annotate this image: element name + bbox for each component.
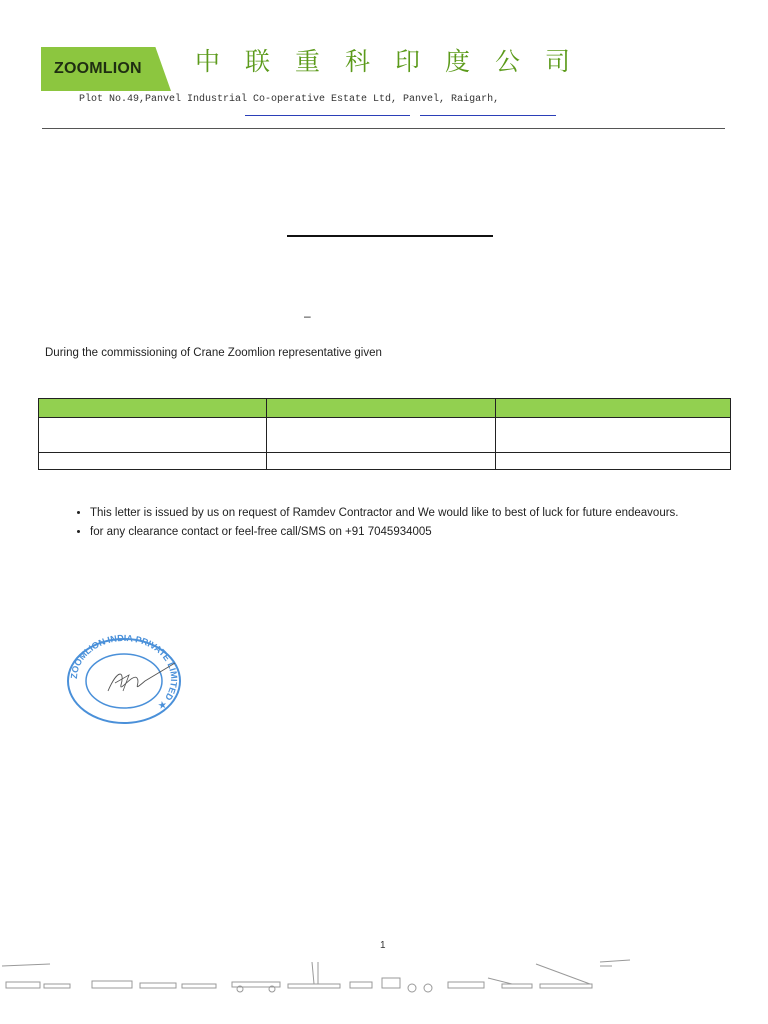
list-item: • for any clearance contact or feel-free call/SMS on +91 7045934005 (90, 524, 740, 541)
machinery-footer-graphic (0, 958, 640, 994)
table-cell (267, 453, 495, 470)
list-item: • This letter is issued by us on request of Ramdev Contractor and We would like to best of luck for future endeavours. (90, 505, 740, 522)
notes-list (60, 505, 740, 543)
table-cell (267, 418, 495, 453)
company-address: Plot No.49,Panvel Industrial Co-operative Estate Ltd, Panvel, Raigarh, (79, 94, 500, 105)
website-link-underline[interactable] (420, 115, 556, 116)
table-cell (495, 453, 730, 470)
header-divider (42, 128, 725, 129)
table-header-cell (39, 399, 267, 418)
company-chinese-title: 中联重科印度公司 (195, 47, 596, 76)
table-cell (495, 418, 730, 453)
table-cell (39, 418, 267, 453)
table-header-cell (495, 399, 730, 418)
table-cell (39, 453, 267, 470)
letter-title-underline (287, 235, 493, 237)
svg-text:ZOOMLION INDIA PRIVATE LIMITED: ZOOMLION INDIA PRIVATE LIMITED ★ (68, 633, 180, 712)
dash-mark: – (304, 309, 311, 323)
table-row (39, 418, 731, 453)
table-header-cell (267, 399, 495, 418)
commissioning-table (38, 398, 731, 470)
intro-text: During the commissioning of Crane Zoomlion representative given (45, 347, 382, 359)
table-header-row (39, 399, 731, 418)
logo-text: ZOOMLION (54, 60, 142, 77)
page-number: 1 (380, 940, 386, 951)
email-link-underline[interactable] (245, 115, 410, 116)
company-stamp (63, 633, 185, 725)
table-row (39, 453, 731, 470)
